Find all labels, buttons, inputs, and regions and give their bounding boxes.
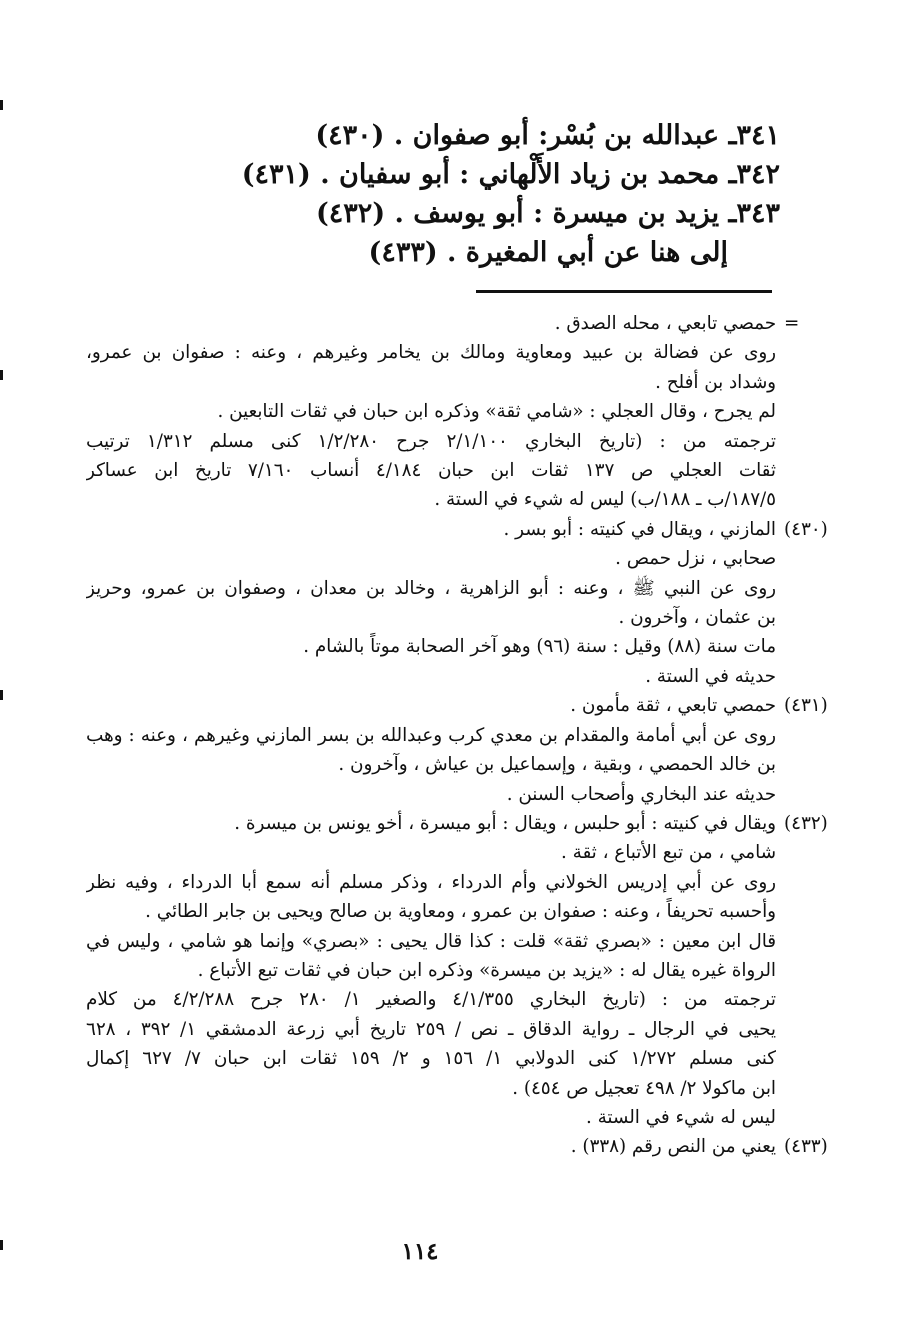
footnote-line: روى عن فضالة بن عبيد ومعاوية ومالك بن يخامر وغيرهم ، وعنه : صفوان بن عمرو، — [86, 342, 776, 364]
footnote-line: حمصي تابعي ، محله الصدق . — [554, 313, 776, 334]
footnote-430 — [86, 515, 828, 691]
scan-edge-mark — [0, 100, 3, 110]
footnote-line: صحابي ، نزل حمص . — [615, 548, 776, 570]
footnote-number: (٤٣٢) — [784, 812, 828, 834]
footnote-line: ١٨٧/٥/ب ـ ١٨٨/ب) ليس له شيء في الستة . — [434, 489, 776, 511]
footnote-line: روى عن أبي إدريس الخولاني وأم الدرداء ، وذكر مسلم أنه سمع أبا الدرداء ، وفيه نظر — [86, 871, 776, 893]
footnote-line: بن خالد الحمصي ، وبقية ، وإسماعيل بن عياش ، وآخرون . — [338, 754, 776, 776]
page-number: ١١٤ — [401, 1238, 439, 1265]
footnote-line: ليس له شيء في الستة . — [585, 1106, 776, 1128]
footnote-number: (٤٣١) — [784, 695, 828, 717]
footnote-separator — [476, 290, 772, 293]
footnote-line: ترجمته من : (تاريخ البخاري ٤/١/٣٥٥ والصغير ١/ ٢٨٠ جرح ٤/٢/٢٨٨ من كلام — [86, 989, 776, 1011]
continuation-mark: = — [784, 313, 800, 334]
footnote-431 — [86, 691, 828, 809]
footnote-line: ويقال في كنيته : أبو حلبس ، ويقال : أبو ميسرة ، أخو يونس بن ميسرة . — [234, 812, 776, 834]
footnote-line: كنى مسلم ١/٢٧٢ كنى الدولابي ١/ ١٥٦ و ٢/ ١٥٩ ثقات ابن حبان ٧/ ٦٢٧ إكمال — [86, 1048, 776, 1070]
footnote-line: يحيى في الرجال ـ رواية الدقاق ـ نص / ٢٥٩ تاريخ أبي زرعة الدمشقي ١/ ٣٩٢ ، ٦٢٨ — [86, 1018, 776, 1040]
footnote-continuation — [86, 309, 800, 515]
footnote-line: قال ابن معين : «بصري ثقة» قلت : كذا قال يحيى : «بصري» وإنما هو شامي ، وليس في — [86, 930, 776, 952]
footnote-line: مات سنة (٨٨) وقيل : سنة (٩٦) وهو آخر الصحابة موتاً بالشام . — [303, 636, 776, 658]
footnote-line: روى عن النبي ﷺ ، وعنه : أبو الزاهرية ، وخالد بن معدان ، وصفوان بن عمرو، وحريز — [86, 577, 776, 599]
entry-343: ٣٤٣ـ يزيد بن ميسرة : أبو يوسف . (٤٣٢) — [316, 198, 780, 229]
footnote-line: روى عن أبي أمامة والمقدام بن معدي كرب وعبدالله بن بسر المازني وغيرهم ، وعنه : وهب — [86, 724, 776, 746]
footnote-line: حديثه في الستة . — [645, 665, 776, 687]
footnote-line: شامي ، من تبع الأتباع ، ثقة . — [561, 842, 776, 864]
footnote-line: الرواة غيره يقال له : «يزيد بن ميسرة» وذكره ابن حبان في ثقات تبع الأتباع . — [197, 959, 776, 981]
footnote-line: وشداد بن أفلح . — [655, 371, 776, 393]
footnote-line: لم يجرح ، وقال العجلي : «شامي ثقة» وذكره ابن حبان في ثقات التابعين . — [217, 401, 776, 423]
scan-edge-mark — [0, 370, 3, 380]
scan-edge-mark — [0, 690, 3, 700]
footnote-433 — [86, 1132, 828, 1161]
footnote-line: وأحسبه تحريفاً ، وعنه : صفوان بن عمرو ، ومعاوية بن صالح ويحيى بن جابر الطائي . — [145, 901, 776, 923]
entry-closing-note: إلى هنا عن أبي المغيرة . (٤٣٣) — [368, 237, 728, 268]
footnote-432 — [86, 809, 828, 1132]
footnote-line: حمصي تابعي ، ثقة مأمون . — [570, 695, 776, 717]
footnote-line: حديثه عند البخاري وأصحاب السنن . — [506, 783, 776, 805]
scan-edge-mark — [0, 1240, 3, 1250]
footnote-line: يعني من النص رقم (٣٣٨) . — [570, 1136, 776, 1158]
footnotes — [86, 309, 828, 1162]
footnote-number: (٤٣٣) — [784, 1136, 828, 1158]
footnote-number: (٤٣٠) — [784, 518, 828, 540]
entry-341: ٣٤١ـ عبدالله بن بُسْر: أبو صفوان . (٤٣٠) — [315, 120, 780, 151]
footnote-line: ابن ماكولا ٢/ ٤٩٨ تعجيل ص ٤٥٤) . — [512, 1077, 776, 1099]
footnote-line: بن عثمان ، وآخرون . — [618, 607, 776, 629]
main-entries — [241, 116, 780, 272]
footnote-line: ثقات العجلي ص ١٣٧ ثقات ابن حبان ٤/١٨٤ أنساب ٧/١٦٠ تاريخ ابن عساكر — [86, 460, 776, 482]
entry-342: ٣٤٢ـ محمد بن زياد الأَلْهاني : أبو سفيان . (٤٣١) — [241, 159, 780, 190]
footnote-line: ترجمته من : (تاريخ البخاري ٢/١/١٠٠ جرح ١/٢/٢٨٠ كنى مسلم ١/٣١٢ ترتيب — [86, 430, 776, 452]
footnote-line: المازني ، ويقال في كنيته : أبو بسر . — [503, 518, 776, 540]
